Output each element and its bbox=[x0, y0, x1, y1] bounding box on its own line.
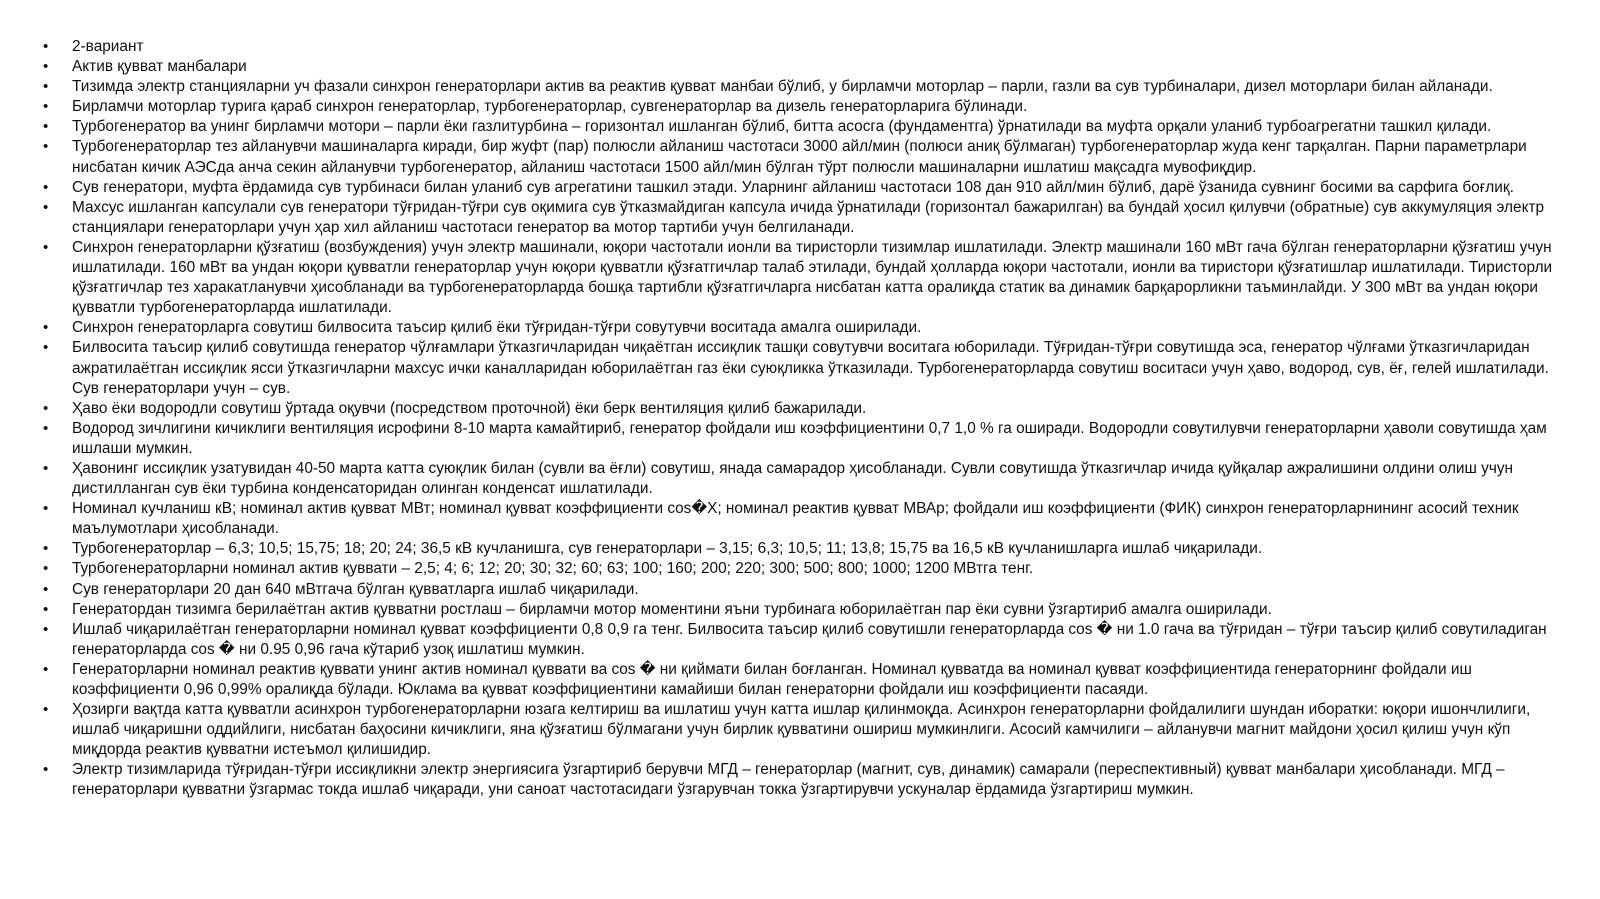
bullet-item: • 2-вариант bbox=[38, 37, 1568, 57]
bullet-item: • Тизимда электр станцияларни уч фазали синхрон генераторлари актив ва реактив қувват манбаи бўлиб, у бирламчи моторлар – парли, газли ва сув турбиналари, дизел моторлари билан айланади. bbox=[38, 77, 1568, 97]
bullet-list bbox=[38, 37, 1568, 801]
bullet-item: • Электр тизимларида тўғридан-тўғри иссиқликни электр энергиясига ўзгартириб берувчи МГД – генераторлар (магнит, сув, динамик) самарали (переспективный) қувват манбалари ҳисобланади. МГД – генераторлари қувватни ўзгармас токда ишлаб чиқаради, уни саноат частотасидаги ўзгарувчан токка ўзгартирувчи ускуналар ёрдамида ўзгартириш мумкин. bbox=[38, 760, 1568, 800]
bullet-item: • Генератордан тизимга берилаётган актив қувватни ростлаш – бирламчи мотор моментини яъни турбинага юборилаётган пар ёки сувни ўзгартириб амалга оширилади. bbox=[38, 600, 1568, 620]
bullet-item: • Турбогенератор ва унинг бирламчи мотори – парли ёки газлитурбина – горизонтал ишланган бўлиб, битта асосга (фундаментга) ўрнатилади ва муфта орқали уланиб турбоагрегатни ташкил қилади. bbox=[38, 117, 1568, 137]
bullet-item: • Ишлаб чиқарилаётган генераторларни номинал қувват коэффициенти 0,8 0,9 га тенг. Билвосита таъсир қилиб совутишли генераторларда cos � ни 1.0 гача ва тўғридан – тўғри таъсир қилиб совутиладиган генераторларда cos � ни 0.95 0,96 гача кўтариб узоқ ишлатиш мумкин. bbox=[38, 620, 1568, 660]
bullet-item: • Махсус ишланган капсулали сув генератори тўғридан-тўғри сув оқимига сув ўтказмайдиган капсула ичида ўрнатилади (горизонтал бажарилган) ва бундай ҳосил қилувчи (обратные) сув аккумуляция электр станциялари генераторлари учун ҳар хил айланиш частотаси генератор ва мотор тартиби учун белгиланади. bbox=[38, 198, 1568, 238]
bullet-item: • Номинал кучланиш кВ; номинал актив қувват МВт; номинал қувват коэффициенти cos�Х; номинал реактив қувват МВАр; фойдали иш коэффициенти (ФИК) синхрон генераторларнининг асосий техник маълумотлари ҳисобланади. bbox=[38, 499, 1568, 539]
bullet-item: • Синхрон генераторларга совутиш билвосита таъсир қилиб ёки тўғридан-тўғри совутувчи воситада амалга оширилади. bbox=[38, 318, 1568, 338]
bullet-item: • Актив қувват манбалари bbox=[38, 57, 1568, 77]
bullet-item: • Турбогенераторлар тез айланувчи машиналарга киради, бир жуфт (пар) полюсли айланиш частотаси 3000 айл/мин (полюси аниқ бўлмаган) турбогенераторлар жуда кенг тарқалган. Парни параметрлари нисбатан кичик АЭСда анча секин айланувчи турбогенератор, айланиш частотаси 1500 айл/мин бўлган тўрт полюсли машиналарни ишлатиш мақсадга мувофиқдир. bbox=[38, 137, 1568, 177]
bullet-item: • Ҳаво ёки водородли совутиш ўртада оқувчи (посредством проточной) ёки берк вентиляция қилиб бажарилади. bbox=[38, 399, 1568, 419]
bullet-item: • Ҳавонинг иссиқлик узатувидан 40-50 марта катта суюқлик билан (сувли ва ёғли) совутиш, янада самарадор ҳисобланади. Сувли совутишда ўтказгичлар ичида қуйқалар ажралишини олдини олиш учун дистилланган сув ёки турбина конденсаторидан олинган конденсат ишлатилади. bbox=[38, 459, 1568, 499]
bullet-item: • Бирламчи моторлар турига қараб синхрон генераторлар, турбогенераторлар, сувгенераторлар ва дизель генераторларига бўлинади. bbox=[38, 97, 1568, 117]
bullet-item: • Сув генераторлари 20 дан 640 мВтгача бўлган қувватларга ишлаб чиқарилади. bbox=[38, 580, 1568, 600]
bullet-item: • Водород зичлигини кичиклиги вентиляция исрофини 8-10 марта камайтириб, генератор фойдали иш коэффициентини 0,7 1,0 % га оширади. Водородли совутилувчи генераторларни ҳаволи совутишда ҳам ишлаши мумкин. bbox=[38, 419, 1568, 459]
bullet-item: • Генераторларни номинал реактив қуввати унинг актив номинал қуввати ва cos � ни қиймати билан боғланган. Номинал қувватда ва номинал қувват коэффициентида генераторнинг фойдали иш коэффициенти 0,96 0,99% оралиқда бўлади. Юклама ва қувват коэффициентини камайиши билан генераторни фойдали иш коэффициенти пасаяди. bbox=[38, 660, 1568, 700]
slide-body bbox=[38, 37, 1568, 801]
bullet-item: • Синхрон генераторларни қўзғатиш (возбуждения) учун электр машинали, юқори частотали ионли ва тиристорли тизимлар ишлатилади. Электр машинали 160 мВт гача бўлган генераторларни қўзғатиш учун ишлатилади. 160 мВт ва ундан юқори қувватли генераторлар учун юқори қувватли қўзғатгичлар талаб этилади, бундай ҳолларда юқори частотали, ионли ва тиристори қўзғатишлар ишлатилади. Тиристорли қўзғатгичлар тез харакатланувчи ҳисобланади ва турбогенераторларда бошқа тартибли қўзғатгичларга нисбатан катта оралиқда статик ва динамик барқарорликни таъминлайди. У 300 мВт ва ундан юқори қувватли турбогенераторларда ишлатилади. bbox=[38, 238, 1568, 318]
bullet-item: • Сув генератори, муфта ёрдамида сув турбинаси билан уланиб сув агрегатини ташкил этади. Уларнинг айланиш частотаси 108 дан 910 айл/мин бўлиб, дарё ўзанида сувнинг босими ва сарфига боғлиқ. bbox=[38, 178, 1568, 198]
bullet-item: • Билвосита таъсир қилиб совутишда генератор чўлғамлари ўтказгичларидан чиқаётган иссиқлик ташқи совутувчи воситага юборилади. Тўғридан-тўғри совутишда эса, генератор чўлғами ўтказгичларидан ажратилаётган иссиқлик ясси ўтказгичларни махсус ички каналларидан юборилаётган газ ёки суюқликка ўтказилади. Турбогенераторларда совутиш воситаси учун ҳаво, водород, сув, ёғ, гелей ишлатилади. Сув генераторлари учун – сув. bbox=[38, 338, 1568, 398]
bullet-item: • Ҳозирги вақтда катта қувватли асинхрон турбогенераторларни юзага келтириш ва ишлатиш учун катта ишлар қилинмоқда. Асинхрон генераторларни фойдалилиги шундан иборатки: юқори ишончлилиги, ишлаб чиқаришни оддийлиги, нисбатан баҳосини кичиклиги, яна қўзғатиш бўлмагани учун бирлик қувватини ошириш мумкинлиги. Асосий камчилиги – айланувчи магнит майдони ҳосил қилиш учун кўп миқдорда реактив қувватни истеъмол қилишидир. bbox=[38, 700, 1568, 760]
bullet-item: • Турбогенераторлар – 6,3; 10,5; 15,75; 18; 20; 24; 36,5 кВ кучланишга, сув генераторлари – 3,15; 6,3; 10,5; 11; 13,8; 15,75 ва 16,5 кВ кучланишларга ишлаб чиқарилади. bbox=[38, 539, 1568, 559]
bullet-item: • Турбогенераторларни номинал актив қуввати – 2,5; 4; 6; 12; 20; 30; 32; 60; 63; 100; 160; 200; 220; 300; 500; 800; 1000; 1200 МВтга тенг. bbox=[38, 559, 1568, 579]
